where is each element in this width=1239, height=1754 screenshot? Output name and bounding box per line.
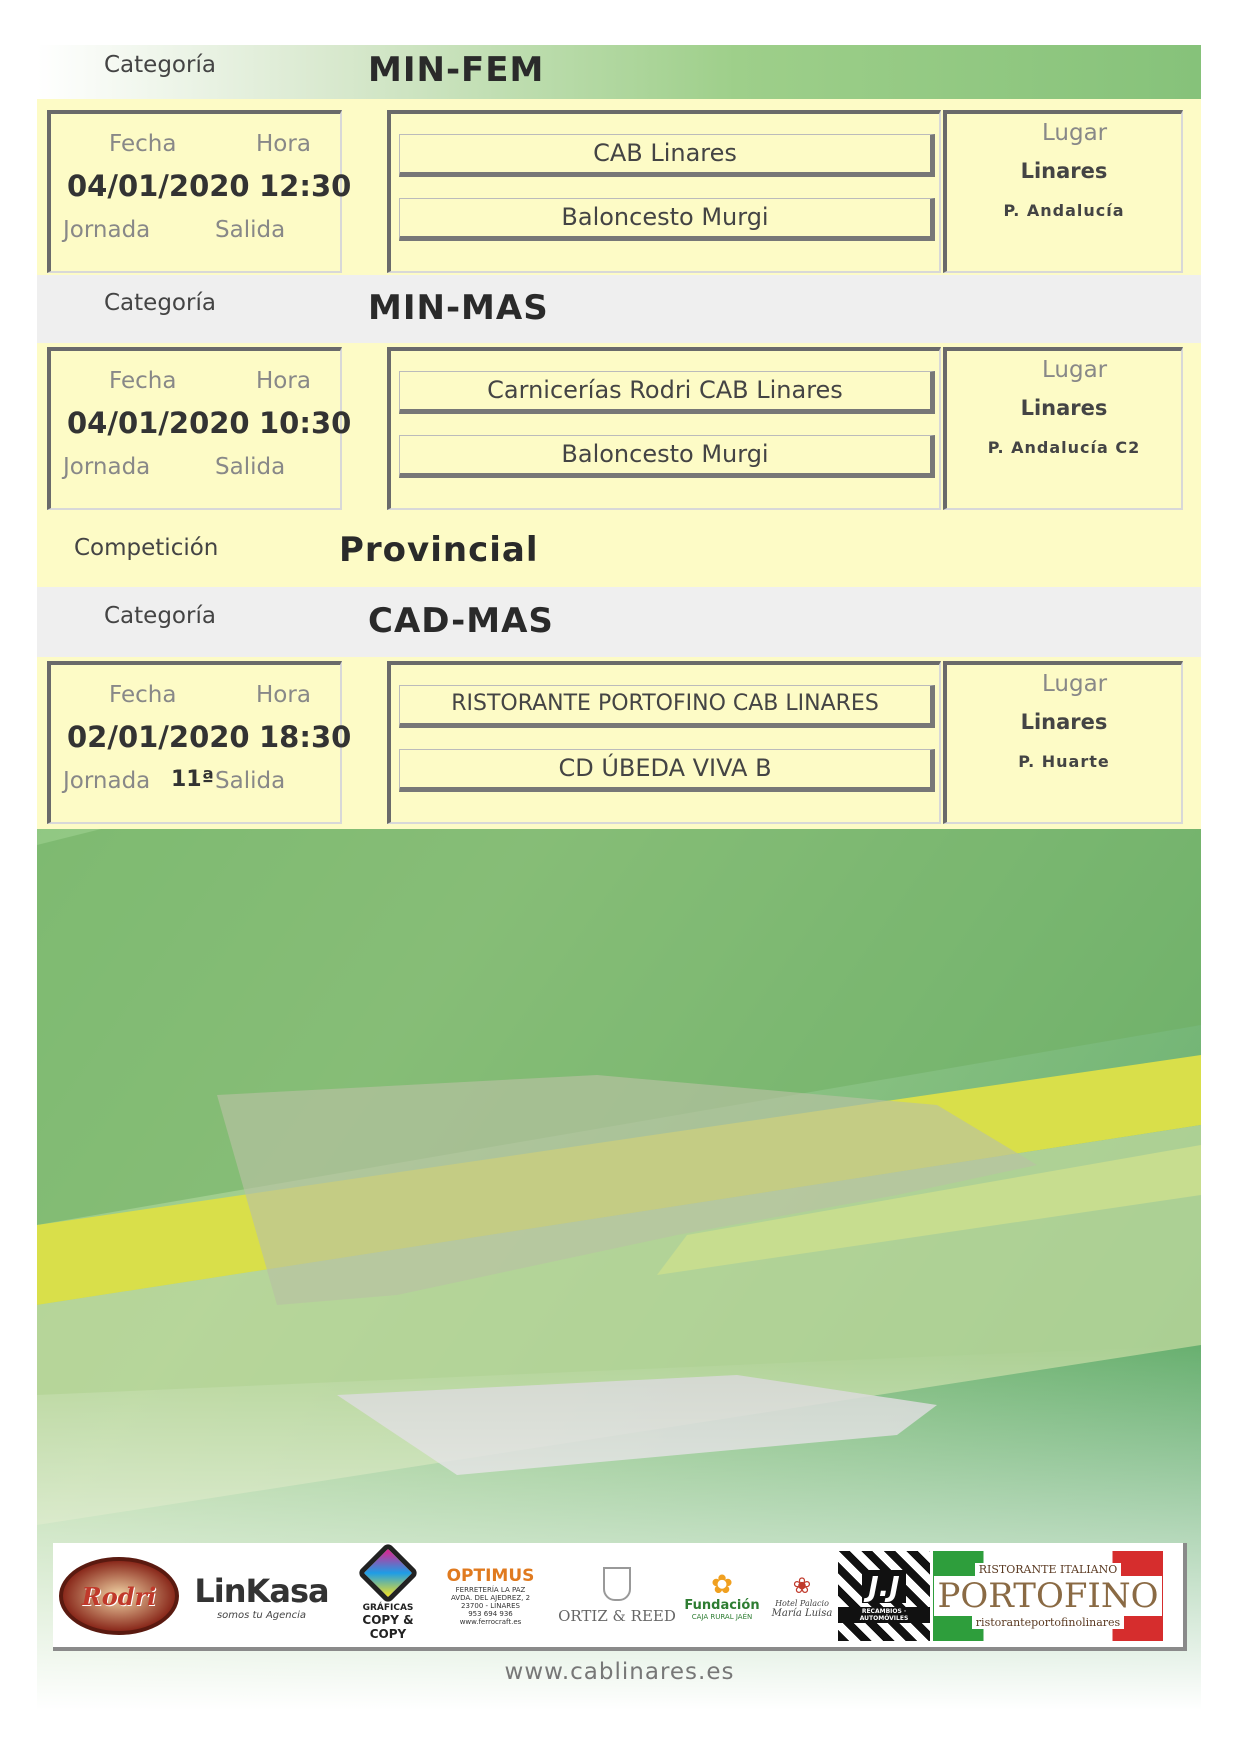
match-time: 18:30: [259, 720, 352, 754]
venue-box: [943, 110, 1183, 273]
linkasa-tagline: somos tu Agencia: [216, 1609, 307, 1621]
schedule-page: [37, 45, 1201, 1710]
website-link[interactable]: www.cablinares.es: [504, 1659, 735, 1685]
jornada-value: 11ª: [171, 767, 215, 792]
match-date: 02/01/2020: [67, 720, 250, 754]
fundacion-leaf-icon: ✿: [711, 1569, 733, 1600]
optimus-line: www.ferrocraft.es: [459, 1618, 522, 1626]
venue-place: P. Andalucía C2: [987, 438, 1141, 457]
datetime-box: [47, 347, 352, 510]
salida-label: Salida: [215, 217, 286, 243]
away-team: Baloncesto Murgi: [399, 435, 935, 478]
portofino-logo-text: PORTOFINO: [934, 1576, 1163, 1616]
home-team: CAB Linares: [399, 134, 935, 177]
venue-box: [943, 347, 1183, 510]
sponsor-hotel: [771, 1551, 833, 1641]
sponsor-portofino: [933, 1551, 1163, 1641]
teams-box: [387, 661, 941, 824]
copy-line1: GRÁFICAS: [362, 1603, 414, 1613]
optimus-line: AVDA. DEL AJEDREZ, 2: [450, 1594, 531, 1602]
jornada-label: Jornada: [63, 768, 151, 794]
fecha-label: Fecha: [109, 368, 177, 394]
sponsor-rodri: [59, 1551, 179, 1641]
category-label: Categoría: [104, 290, 216, 316]
portofino-top: RISTORANTE ITALIANO: [975, 1563, 1122, 1576]
category-value: CAD-MAS: [368, 601, 554, 641]
venue-place: P. Andalucía: [1003, 201, 1125, 220]
away-team: CD ÚBEDA VIVA B: [399, 749, 935, 792]
match-time: 10:30: [259, 406, 352, 440]
away-team: Baloncesto Murgi: [399, 198, 935, 241]
sponsor-copy-copy: [343, 1551, 433, 1641]
home-team: RISTORANTE PORTOFINO CAB LINARES: [399, 685, 935, 728]
home-team: Carnicerías Rodri CAB Linares: [399, 371, 935, 414]
sponsor-fundacion: [683, 1551, 761, 1641]
datetime-box: [47, 110, 352, 273]
venue-city: Linares: [1020, 710, 1108, 734]
copy-line2: COPY & COPY: [362, 1613, 414, 1641]
fecha-label: Fecha: [109, 682, 177, 708]
optimus-logo-text: OPTIMUS: [446, 1566, 535, 1586]
fecha-label: Fecha: [109, 131, 177, 157]
category-value: MIN-MAS: [368, 288, 549, 328]
hora-label: Hora: [256, 368, 311, 394]
hotel-line2: María Luisa: [771, 1607, 833, 1619]
salida-label: Salida: [215, 454, 286, 480]
sponsor-optimus: [438, 1551, 543, 1641]
hora-label: Hora: [256, 682, 311, 708]
lugar-label: Lugar: [1042, 671, 1108, 697]
fundacion-sub: CAJA RURAL JAÉN: [691, 1612, 753, 1621]
sponsor-jj: [838, 1551, 930, 1641]
category-value: MIN-FEM: [368, 50, 545, 90]
optimus-line: FERRETERÍA LA PAZ: [455, 1586, 526, 1594]
venue-city: Linares: [1020, 159, 1108, 183]
competition-label: Competición: [74, 535, 219, 561]
hotel-rose-icon: ❀: [792, 1573, 812, 1599]
category-label: Categoría: [104, 52, 216, 78]
jj-sub: RECAMBIOS · AUTOMÓVILES: [838, 1607, 930, 1623]
fundacion-logo-text: Fundación: [684, 1597, 760, 1613]
match-date: 04/01/2020: [67, 169, 250, 203]
teams-box: [387, 347, 941, 510]
jornada-label: Jornada: [63, 217, 151, 243]
ortiz-logo-text: ORTIZ & REED: [558, 1607, 676, 1625]
competition-value: Provincial: [339, 530, 539, 570]
lugar-label: Lugar: [1042, 120, 1108, 146]
category-label: Categoría: [104, 603, 216, 629]
portofino-url: ristoranteportofinolinares: [972, 1616, 1124, 1629]
hotel-line1: Hotel Palacio: [775, 1598, 829, 1608]
venue-city: Linares: [1020, 396, 1108, 420]
sponsor-linkasa: [189, 1551, 334, 1641]
optimus-line: 23700 - LINARES: [461, 1602, 520, 1610]
sponsor-ortiz-reed: [558, 1551, 676, 1641]
copy-logo-icon: [357, 1542, 419, 1604]
match-time: 12:30: [259, 169, 352, 203]
sponsors-strip: [53, 1543, 1187, 1651]
salida-label: Salida: [215, 768, 286, 794]
venue-place: P. Huarte: [1018, 752, 1110, 771]
jj-logo-text: J.J: [862, 1570, 905, 1603]
hora-label: Hora: [256, 131, 311, 157]
lugar-label: Lugar: [1042, 357, 1108, 383]
ortiz-crest-icon: [603, 1567, 631, 1601]
linkasa-logo-text: LinKasa: [194, 1571, 329, 1610]
datetime-box: [47, 661, 352, 824]
rodri-logo-text: Rodri: [81, 1581, 157, 1611]
match-date: 04/01/2020: [67, 406, 250, 440]
teams-box: [387, 110, 941, 273]
jornada-label: Jornada: [63, 454, 151, 480]
optimus-line: 953 694 936: [468, 1610, 513, 1618]
venue-box: [943, 661, 1183, 824]
